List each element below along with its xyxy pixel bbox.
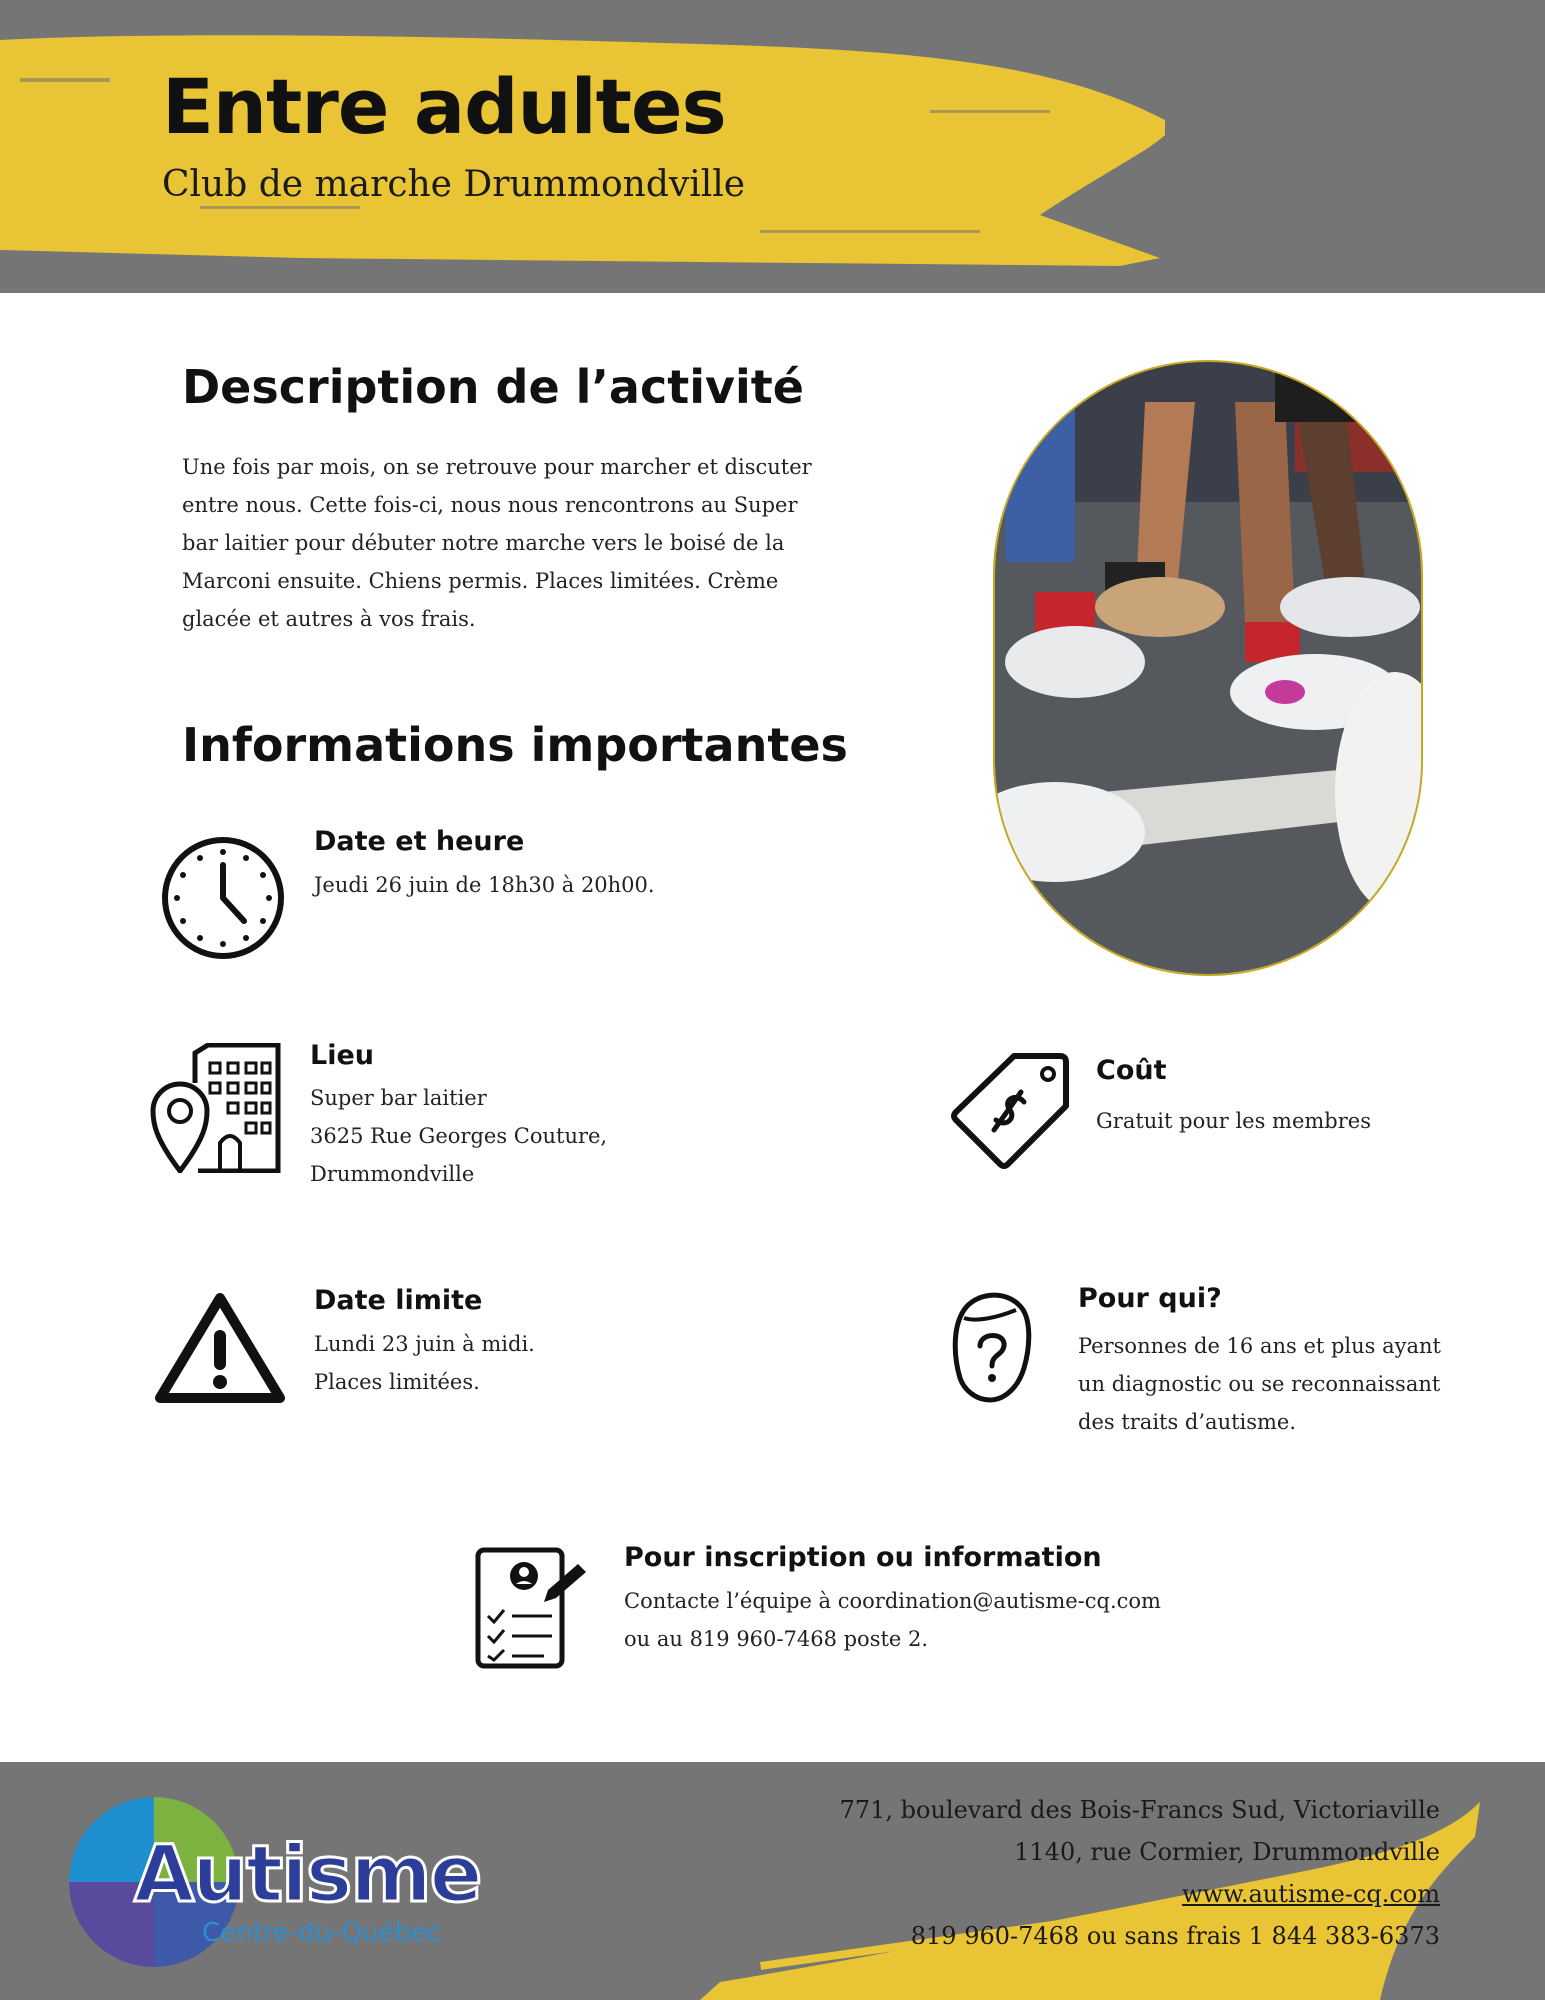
page-subtitle: Club de marche Drummondville <box>162 164 746 205</box>
limite-line: Places limitées. <box>314 1370 480 1394</box>
description-text <box>182 448 822 638</box>
building-location-icon <box>150 1043 282 1173</box>
warning-icon <box>154 1290 286 1404</box>
inscription-line: ou au 819 960-7468 poste 2. <box>624 1627 929 1651</box>
inscription-title: Pour inscription ou information <box>624 1542 1102 1573</box>
inscription-text <box>624 1582 1161 1658</box>
footer-website-link[interactable]: www.autisme-cq.com <box>1182 1880 1440 1908</box>
description-line: bar laitier pour débuter notre marche vers le boisé de la <box>182 531 785 555</box>
walking-feet-photo <box>993 360 1423 976</box>
description-line: glacée et autres à vos frais. <box>182 607 476 631</box>
clipboard-checklist-icon <box>474 1546 590 1672</box>
info-heading: Informations importantes <box>182 718 848 772</box>
price-tag-icon <box>950 1052 1070 1170</box>
description-line: Marconi ensuite. Chiens permis. Places limitées. Crème <box>182 569 779 593</box>
limite-title: Date limite <box>314 1285 483 1316</box>
date-line: Jeudi 26 juin de 18h30 à 20h00. <box>314 873 655 897</box>
logo-word: Autisme <box>134 1830 481 1920</box>
footer-address-2: 1140, rue Cormier, Drummondville <box>1014 1838 1440 1866</box>
qui-line: des traits d’autisme. <box>1078 1410 1297 1434</box>
description-heading: Description de l’activité <box>182 360 804 414</box>
qui-title: Pour qui? <box>1078 1283 1222 1314</box>
qui-line: Personnes de 16 ans et plus ayant <box>1078 1334 1441 1358</box>
lieu-line: Super bar laitier <box>310 1086 487 1110</box>
description-line: Une fois par mois, on se retrouve pour marcher et discuter <box>182 455 812 479</box>
inscription-line: Contacte l’équipe à coordination@autisme-cq.com <box>624 1589 1161 1613</box>
autisme-logo <box>64 1792 481 1972</box>
lieu-text <box>310 1079 607 1193</box>
lieu-line: Drummondville <box>310 1162 475 1186</box>
header-banner <box>0 0 1545 293</box>
lieu-line: 3625 Rue Georges Couture, <box>310 1124 608 1148</box>
person-question-icon <box>950 1288 1032 1404</box>
footer <box>0 1762 1545 2000</box>
lieu-title: Lieu <box>310 1040 374 1071</box>
date-title: Date et heure <box>314 826 525 857</box>
page-title: Entre adultes <box>162 62 726 151</box>
footer-phone: 819 960-7468 ou sans frais 1 844 383-6373 <box>910 1922 1440 1950</box>
limite-line: Lundi 23 juin à midi. <box>314 1332 535 1356</box>
clock-icon <box>160 835 286 961</box>
description-line: entre nous. Cette fois-ci, nous nous rencontrons au Super <box>182 493 798 517</box>
cout-title: Coût <box>1096 1055 1167 1086</box>
cout-line: Gratuit pour les membres <box>1096 1109 1371 1133</box>
footer-address-1: 771, boulevard des Bois-Francs Sud, Victoriaville <box>839 1796 1440 1824</box>
logo-region: Centre-du-Québec <box>202 1918 442 1948</box>
qui-line: un diagnostic ou se reconnaissant <box>1078 1372 1441 1396</box>
limite-text <box>314 1325 535 1401</box>
qui-text <box>1078 1327 1441 1441</box>
